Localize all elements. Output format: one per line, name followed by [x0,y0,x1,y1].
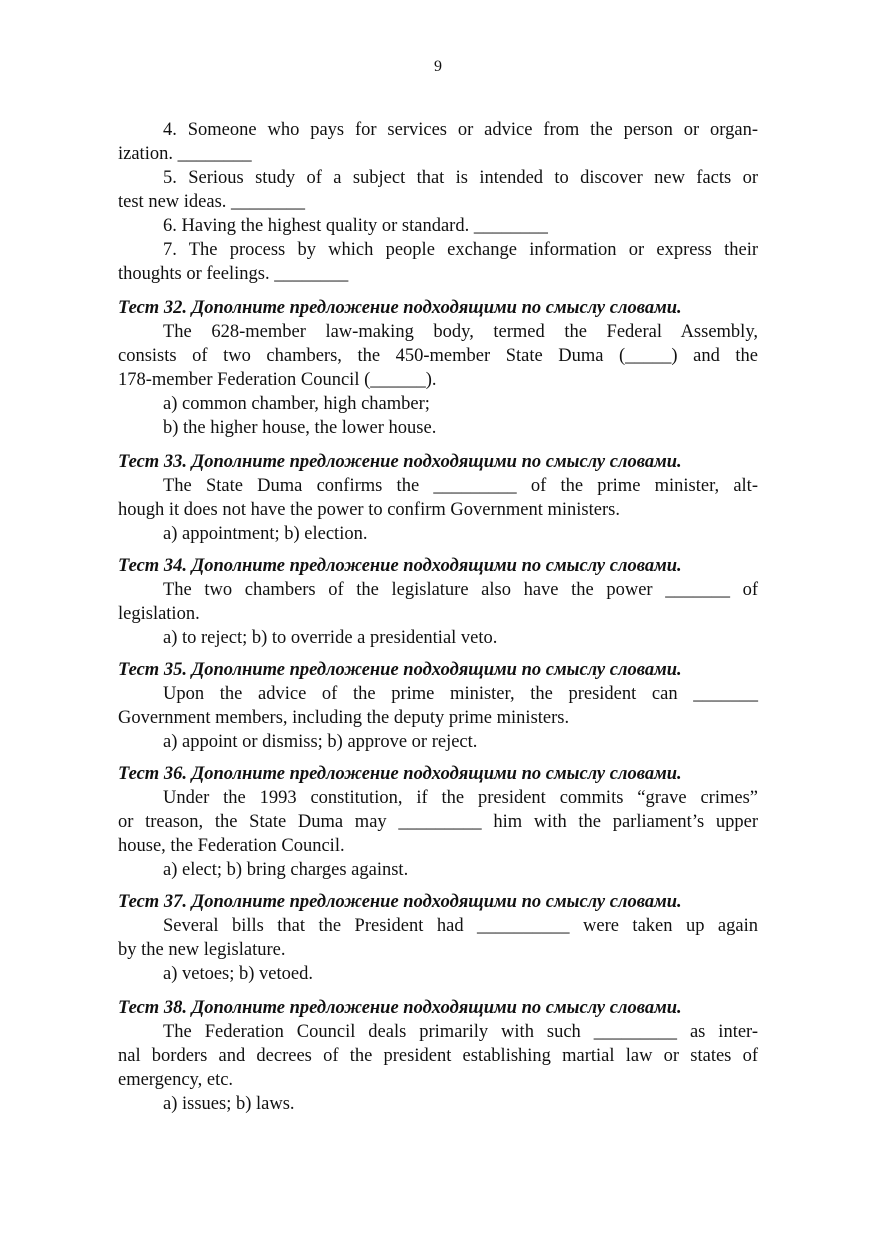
text-line: thoughts or feelings. ________ [118,264,349,284]
text-line: emergency, etc. [118,1070,234,1090]
text-line: by the new legislature. [118,940,286,960]
page-content [118,118,758,1116]
definition-item-4 [118,118,758,166]
test-34 [118,554,758,650]
text-line: 4. Someone who pays for services or advice from the person or organ- [163,120,758,140]
answer-option: a) appointment; b) election. [163,524,368,544]
definition-item-6 [118,214,758,238]
test-38 [118,996,758,1116]
test-33 [118,450,758,546]
text-line: The State Duma confirms the _________ of the prime minister, alt- [163,476,758,496]
text-line: 7. The process by which people exchange information or express their [163,240,758,260]
text-line: house, the Federation Council. [118,836,345,856]
text-line: or treason, the State Duma may _________ him with the parliament’s upper [118,812,758,832]
text-line: hough it does not have the power to confirm Government ministers. [118,500,620,520]
answer-option: a) to reject; b) to override a presidential veto. [163,628,498,648]
test-heading: Тест 32. Дополните предложение подходящими по смыслу словами. [118,298,682,318]
definition-item-5 [118,166,758,214]
text-line: Government members, including the deputy prime ministers. [118,708,570,728]
text-line: The two chambers of the legislature also have the power _______ of [163,580,758,600]
text-line: consists of two chambers, the 450-member State Duma (_____) and the [118,346,758,366]
text-line: Under the 1993 constitution, if the president commits “grave crimes” [163,788,758,808]
text-line: legislation. [118,604,200,624]
answer-option: b) the higher house, the lower house. [163,418,437,438]
text-line: Upon the advice of the prime minister, the president can _______ [163,684,758,704]
test-heading: Тест 35. Дополните предложение подходящими по смыслу словами. [118,660,682,680]
text-line: 178-member Federation Council (______). [118,370,437,390]
text-line: test new ideas. ________ [118,192,306,212]
test-heading: Тест 33. Дополните предложение подходящими по смыслу словами. [118,452,682,472]
answer-option: a) issues; b) laws. [163,1094,295,1114]
text-line: 5. Serious study of a subject that is intended to discover new facts or [163,168,758,188]
answer-option: a) appoint or dismiss; b) approve or reject. [163,732,478,752]
definition-item-7 [118,238,758,286]
test-heading: Тест 34. Дополните предложение подходящими по смыслу словами. [118,556,682,576]
text-line: The 628-member law-making body, termed the Federal Assembly, [163,322,758,342]
text-line: nal borders and decrees of the president establishing martial law or states of [118,1046,758,1066]
answer-option: a) elect; b) bring charges against. [163,860,409,880]
text-line: 6. Having the highest quality or standard. ________ [163,216,548,236]
page-number: 9 [434,58,442,75]
answer-option: a) vetoes; b) vetoed. [163,964,313,984]
test-32 [118,296,758,440]
test-heading: Тест 36. Дополните предложение подходящими по смыслу словами. [118,764,682,784]
text-line: The Federation Council deals primarily with such _________ as inter- [163,1022,758,1042]
test-37 [118,890,758,986]
text-line: ization. ________ [118,144,252,164]
test-heading: Тест 38. Дополните предложение подходящими по смыслу словами. [118,998,682,1018]
test-36 [118,762,758,882]
test-heading: Тест 37. Дополните предложение подходящими по смыслу словами. [118,892,682,912]
text-line: Several bills that the President had __________ were taken up again [163,916,758,936]
test-35 [118,658,758,754]
answer-option: a) common chamber, high chamber; [163,394,430,414]
